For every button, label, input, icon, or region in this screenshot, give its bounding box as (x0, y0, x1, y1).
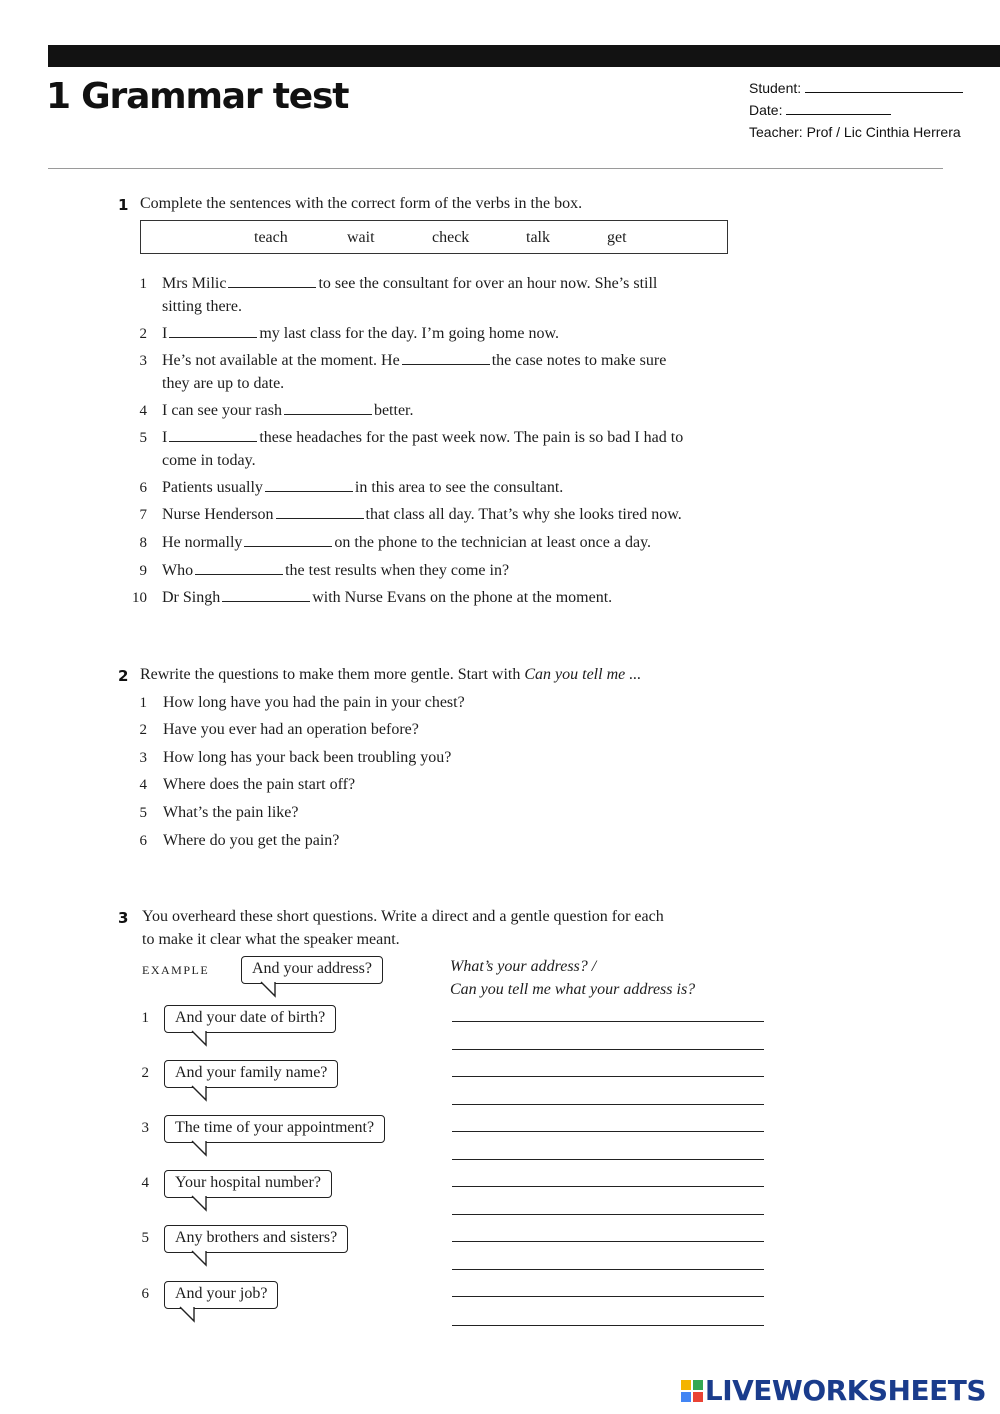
item-number: 3 (141, 1120, 149, 1136)
speech-bubble: And your job? (164, 1281, 278, 1309)
answer-blank[interactable] (169, 429, 257, 442)
sentence-end: the case notes to make sure (491, 352, 667, 369)
item-number: 5 (139, 430, 147, 446)
item-number: 5 (139, 805, 147, 821)
sentence-end: my last class for the day. I’m going home now. (259, 325, 559, 342)
sentence-item (162, 352, 666, 370)
answer-line[interactable] (452, 1076, 764, 1077)
sentence-item (162, 506, 682, 524)
sentence-start: Mrs Milic (162, 275, 227, 292)
teacher-line: Teacher: Prof / Lic Cinthia Herrera (749, 124, 961, 140)
sentence-start: I (162, 325, 168, 342)
sentence-end: these headaches for the past week now. The pain is so bad I had to (259, 429, 684, 446)
item-number: 1 (139, 276, 147, 292)
sentence-end: better. (373, 402, 414, 419)
speech-bubble: Any brothers and sisters? (164, 1225, 348, 1253)
sentence-start: He normally (162, 534, 243, 551)
item-number: 3 (139, 750, 147, 766)
speech-bubble: Your hospital number? (164, 1170, 332, 1198)
section-3-number: 3 (118, 909, 129, 927)
sentence-continuation: sitting there. (162, 298, 242, 315)
sentence-start: He’s not available at the moment. He (162, 352, 400, 369)
item-number: 2 (141, 1065, 149, 1081)
answer-line[interactable] (452, 1159, 764, 1160)
speech-bubble-tail (190, 1251, 214, 1267)
sentence-end: on the phone to the technician at least once a day. (334, 534, 652, 551)
item-number: 8 (139, 535, 147, 551)
speech-bubble-tail (178, 1307, 202, 1323)
header-bar (48, 45, 1000, 67)
verb-word: teach (254, 229, 288, 246)
answer-line[interactable] (452, 1021, 764, 1022)
answer-line[interactable] (452, 1269, 764, 1270)
verb-word: wait (347, 229, 375, 246)
section-3-instruction: You overheard these short questions. Write a direct and a gentle question for each (142, 908, 664, 925)
item-number: 2 (139, 722, 147, 738)
speech-bubble: And your address? (241, 956, 383, 984)
section-1-instruction: Complete the sentences with the correct form of the verbs in the box. (140, 195, 583, 212)
sentence-item (162, 325, 559, 343)
section-2-number: 2 (118, 667, 129, 685)
section-1-number: 1 (118, 196, 129, 214)
example-label: EXAMPLE (142, 963, 210, 977)
instruction-italic: Can you tell me ... (524, 666, 642, 683)
date-field[interactable] (749, 102, 891, 118)
answer-blank[interactable] (222, 589, 310, 602)
item-number: 4 (139, 777, 147, 793)
item-number: 9 (139, 563, 147, 579)
item-number: 1 (141, 1010, 149, 1026)
date-input-line[interactable] (786, 102, 891, 115)
question-item: How long have you had the pain in your chest? (163, 694, 465, 711)
example-answer-direct: What’s your address? / (450, 958, 597, 975)
item-number: 4 (139, 403, 147, 419)
sentence-continuation: come in today. (162, 452, 256, 469)
sentence-start: I (162, 429, 168, 446)
sentence-end: in this area to see the consultant. (354, 479, 564, 496)
item-number: 6 (141, 1286, 149, 1302)
speech-bubble: The time of your appointment? (164, 1115, 385, 1143)
verb-word: get (607, 229, 627, 246)
answer-blank[interactable] (276, 506, 364, 519)
sentence-start: Dr Singh (162, 589, 221, 606)
answer-blank[interactable] (284, 402, 372, 415)
item-number: 6 (139, 833, 147, 849)
section-2-instruction (140, 666, 641, 684)
question-item: How long has your back been troubling you? (163, 749, 452, 766)
sentence-start: Who (162, 562, 194, 579)
page-title: 1 Grammar test (46, 76, 349, 117)
example-answer-gentle: Can you tell me what your address is? (450, 981, 696, 998)
section-3-instruction-cont: to make it clear what the speaker meant. (142, 931, 400, 948)
answer-blank[interactable] (169, 325, 257, 338)
answer-line[interactable] (452, 1214, 764, 1215)
speech-bubble-tail (259, 982, 283, 998)
instruction-text: Rewrite the questions to make them more gentle. Start with (140, 666, 521, 683)
sentence-end: with Nurse Evans on the phone at the moment. (312, 589, 613, 606)
sentence-item (162, 589, 612, 607)
header-divider (48, 168, 943, 169)
sentence-item (162, 275, 657, 293)
verb-word: check (432, 229, 470, 246)
speech-bubble-tail (190, 1086, 214, 1102)
speech-bubble-tail (190, 1196, 214, 1212)
answer-blank[interactable] (228, 275, 316, 288)
sentence-item (162, 402, 414, 420)
answer-line[interactable] (452, 1296, 764, 1297)
question-item: Where does the pain start off? (163, 776, 356, 793)
answer-line[interactable] (452, 1104, 764, 1105)
item-number: 1 (139, 695, 147, 711)
sentence-end: that class all day. That’s why she looks tired now. (365, 506, 682, 523)
answer-line[interactable] (452, 1325, 764, 1326)
sentence-item (162, 562, 509, 580)
student-field[interactable] (749, 80, 963, 96)
item-number: 5 (141, 1230, 149, 1246)
sentence-continuation: they are up to date. (162, 375, 285, 392)
question-item: Have you ever had an operation before? (163, 721, 419, 738)
answer-line[interactable] (452, 1049, 764, 1050)
speech-bubble: And your date of birth? (164, 1005, 336, 1033)
answer-line[interactable] (452, 1131, 764, 1132)
item-number: 4 (141, 1175, 149, 1191)
logo-text: LIVEWORKSHEETS (704, 1374, 986, 1407)
sentence-start: I can see your rash (162, 402, 282, 419)
answer-line[interactable] (452, 1241, 764, 1242)
speech-bubble-tail (190, 1031, 214, 1047)
answer-blank[interactable] (244, 534, 332, 547)
answer-line[interactable] (452, 1186, 764, 1187)
logo-icon (681, 1380, 703, 1402)
item-number: 2 (139, 326, 147, 342)
answer-blank[interactable] (402, 352, 490, 365)
item-number: 6 (139, 480, 147, 496)
speech-bubble-tail (190, 1141, 214, 1157)
sentence-item (162, 534, 651, 552)
date-label: Date: (749, 102, 783, 118)
sentence-start: Nurse Henderson (162, 506, 274, 523)
liveworksheets-logo (681, 1374, 986, 1407)
sentence-end: the test results when they come in? (285, 562, 510, 579)
verb-word: talk (526, 229, 550, 246)
item-number: 7 (139, 507, 147, 523)
answer-blank[interactable] (265, 479, 353, 492)
item-number: 3 (139, 353, 147, 369)
sentence-end: to see the consultant for over an hour now. She’s still (318, 275, 658, 292)
item-number: 10 (132, 590, 147, 606)
student-input-line[interactable] (805, 80, 963, 93)
sentence-item (162, 479, 563, 497)
question-item: Where do you get the pain? (163, 832, 340, 849)
speech-bubble: And your family name? (164, 1060, 338, 1088)
question-item: What’s the pain like? (163, 804, 299, 821)
sentence-start: Patients usually (162, 479, 263, 496)
sentence-item (162, 429, 683, 447)
student-label: Student: (749, 80, 802, 96)
answer-blank[interactable] (195, 562, 283, 575)
